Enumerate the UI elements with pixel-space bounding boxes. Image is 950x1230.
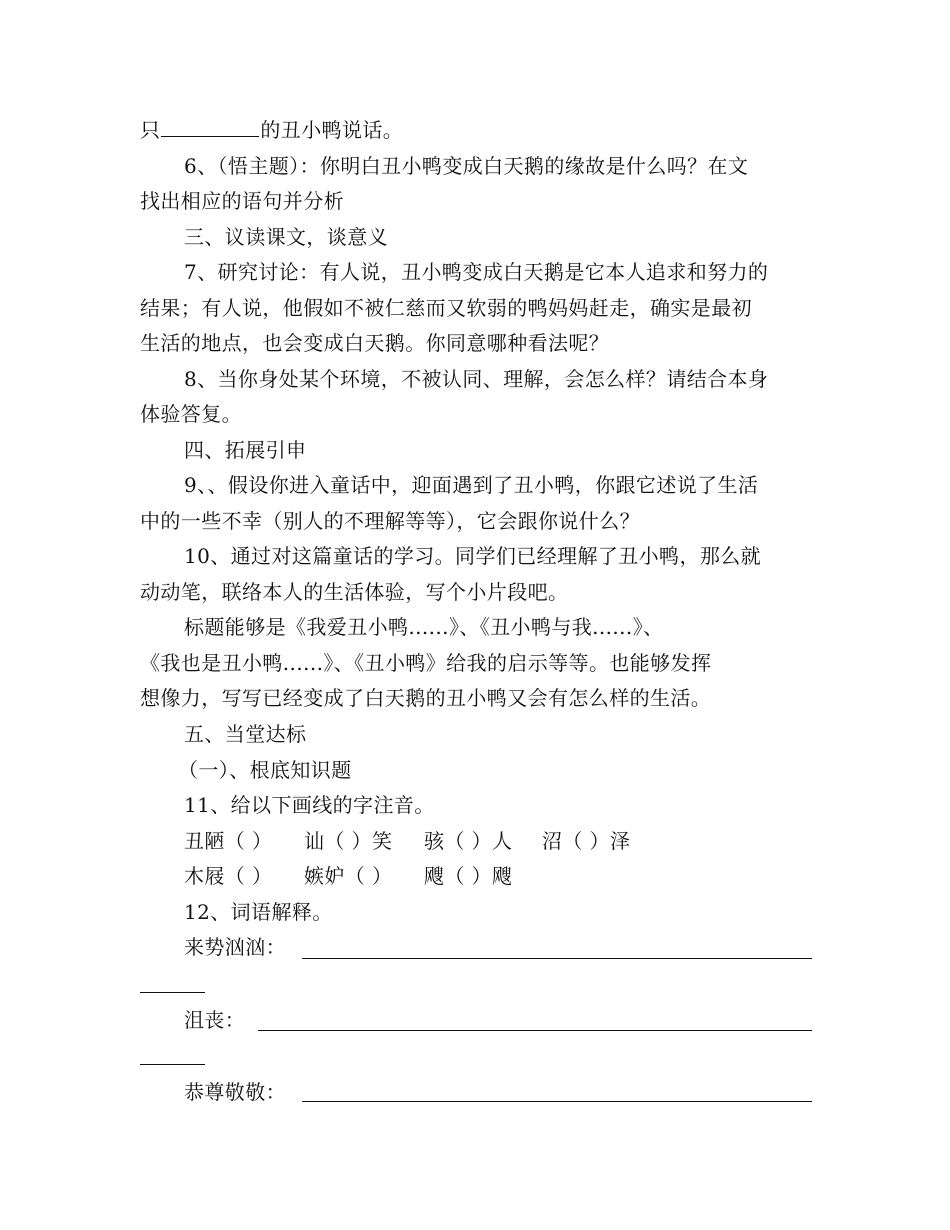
definition-label: 沮丧：: [184, 1008, 246, 1032]
pinyin-item: 骇（ ）人: [424, 829, 513, 853]
question-10-line-1: 10、通过对这篇童话的学习。同学们已经理解了丑小鸭，那么就: [184, 544, 762, 568]
question-8-line-1: 8、当你身处某个环境，不被认同、理解，会怎么样？请结合本身: [184, 367, 769, 391]
title-hint-line-2: 《我也是丑小鸭......》、《丑小鸭》给我的启示等等。也能够发挥: [140, 651, 712, 675]
pinyin-item: 丑陋（ ）: [184, 829, 273, 853]
answer-line-continuation: [140, 1064, 205, 1065]
title-hint-line-3: 想像力，写写已经变成了白天鹅的丑小鸭又会有怎么样的生活。: [140, 686, 712, 710]
answer-line-continuation: [140, 992, 205, 993]
section-heading-4: 四、拓展引申: [184, 438, 307, 462]
definition-label: 来势汹汹：: [184, 935, 286, 959]
definition-laishixiongxiong: [184, 929, 812, 965]
question-6-line-2: 找出相应的语句并分析: [140, 189, 344, 213]
question-12: 12、词语解释。: [184, 900, 333, 924]
question-9-line-2: 中的一些不幸（别人的不理解等等），它会跟你说什么？: [140, 509, 640, 533]
section-heading-5: 五、当堂达标: [184, 722, 307, 746]
definition-label: 恭尊敬敬：: [184, 1080, 286, 1104]
question-9-line-1: 9、、假设你进入童话中，迎面遇到了丑小鸭，你跟它述说了生活: [184, 473, 759, 497]
line-fill-blank: [140, 112, 812, 148]
question-6-line-1: 6、（悟主题）：你明白丑小鸭变成白天鹅的缘故是什么吗？在文: [184, 154, 749, 178]
pinyin-item: 嫉妒（ ）: [304, 864, 393, 888]
text-segment: 只: [140, 118, 161, 142]
definition-gongzunjingjing: [184, 1074, 812, 1110]
title-hint-line-1: 标题能够是《我爱丑小鸭......》、《丑小鸭与我......》、: [184, 615, 664, 639]
pinyin-item: 讪（ ）笑: [304, 829, 393, 853]
question-7-line-3: 生活的地点，也会变成白天鹅。你同意哪种看法呢？: [140, 331, 610, 355]
text-segment: 的丑小鸭说话。: [260, 118, 404, 142]
answer-line: [302, 958, 812, 959]
pinyin-item: 木屐（ ）: [184, 864, 273, 888]
answer-line: [258, 1030, 812, 1031]
question-10-line-2: 动动笔，联络本人的生活体验，写个小片段吧。: [140, 580, 569, 604]
pinyin-row-2: [184, 858, 812, 894]
question-7-line-2: 结果；有人说，他假如不被仁慈而又软弱的鸭妈妈赶走，确实是最初: [140, 296, 752, 320]
section-heading-3: 三、议读课文，谈意义: [184, 225, 388, 249]
subsection-heading-1: （一）、根底知识题: [178, 758, 352, 782]
question-7-line-1: 7、研究讨论：有人说，丑小鸭变成白天鹅是它本人追求和努力的: [184, 260, 769, 284]
pinyin-item: 沼（ ）泽: [542, 829, 631, 853]
question-8-line-2: 体验答复。: [140, 402, 242, 426]
blank-line: [161, 114, 259, 137]
pinyin-row-1: [184, 823, 812, 859]
answer-line: [302, 1101, 812, 1102]
definition-jusang: [184, 1002, 812, 1038]
question-11: 11、给以下画线的字注音。: [184, 793, 435, 817]
pinyin-item: 飕（ ）飕: [424, 864, 513, 888]
